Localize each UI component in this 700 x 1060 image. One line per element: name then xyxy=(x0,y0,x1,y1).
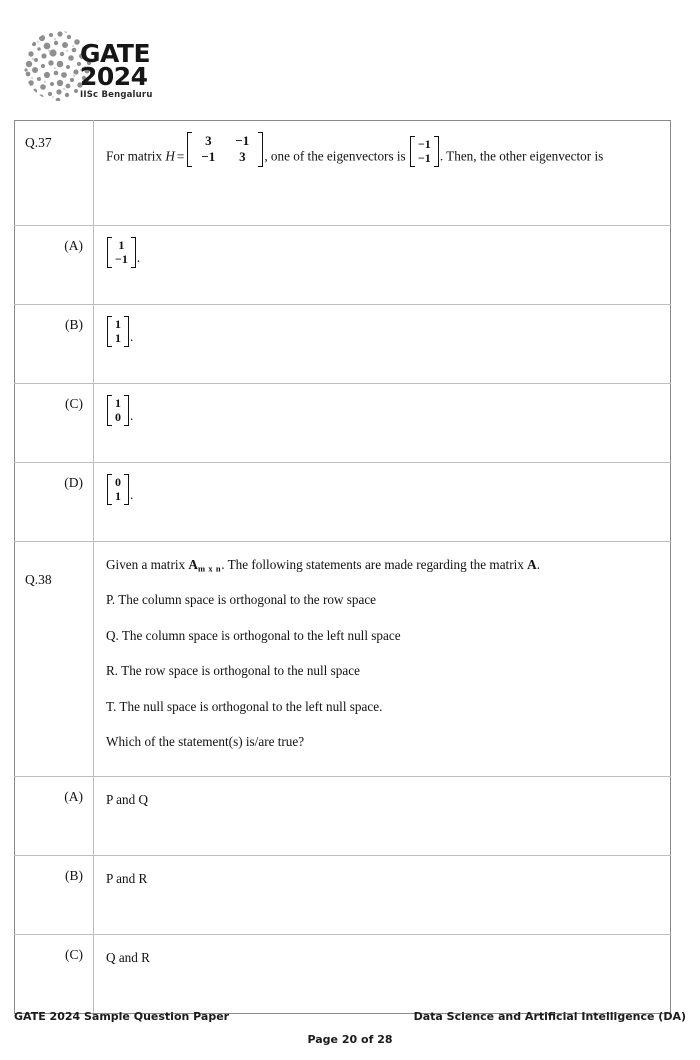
matrix-cell: 3 xyxy=(205,133,212,148)
vector-cell: −1 xyxy=(417,151,431,166)
vector-grid xyxy=(112,395,124,426)
option-body-cell-38-c[interactable] xyxy=(94,935,671,1014)
option-label-cell-37-a xyxy=(15,226,94,305)
option-row-38-c[interactable] xyxy=(15,935,671,1014)
option-label-37-b: (B) xyxy=(65,317,83,332)
statement-t: T. The null space is orthogonal to the left null space. xyxy=(106,698,383,714)
option-content-37-d xyxy=(94,463,670,517)
option-content-37-a xyxy=(94,226,670,280)
footer-paper-title: GATE 2024 Sample Question Paper xyxy=(14,1010,230,1023)
logo-subtitle: IISc Bengaluru xyxy=(80,90,153,100)
question-row-37 xyxy=(15,121,671,226)
logo-title-line1: GATE xyxy=(80,39,151,68)
option-body-cell-37-a[interactable] xyxy=(94,226,671,305)
matrix-cell: −1 xyxy=(235,133,250,148)
page-footer xyxy=(0,1010,700,1046)
statement-p: P. The column space is orthogonal to the row space xyxy=(106,592,377,608)
question-table xyxy=(14,120,671,1014)
question-number-37: Q.37 xyxy=(25,135,52,150)
bracket-right xyxy=(124,316,129,347)
option-row-37-a[interactable] xyxy=(15,226,671,305)
vector-cell: 0 xyxy=(115,410,121,425)
stem-suffix-37: . Then, the other eigenvector is xyxy=(439,148,604,164)
vector-cell: 1 xyxy=(115,331,121,346)
matrix-h-grid xyxy=(192,132,258,167)
option-text-38-a: P and Q xyxy=(106,792,149,807)
matrix-h xyxy=(187,132,263,167)
vector-cell: 1 xyxy=(115,489,121,504)
option-period-37-a: . xyxy=(136,249,141,265)
vector-cell: 1 xyxy=(118,238,125,252)
option-vector-37-d xyxy=(107,474,129,505)
vector-cell: 1 xyxy=(115,317,121,331)
footer-page-indicator xyxy=(0,1033,700,1046)
option-body-cell-37-d[interactable] xyxy=(94,463,671,542)
question-stem-37 xyxy=(94,121,670,179)
option-period-37-b: . xyxy=(130,328,134,344)
vector-cell: −1 xyxy=(115,252,128,267)
option-body-cell-37-c[interactable] xyxy=(94,384,671,463)
page-number: 20 xyxy=(341,1033,358,1046)
vector-grid xyxy=(112,474,124,505)
footer-subject: Data Science and Artificial Intelligence (DA) xyxy=(413,1010,686,1023)
question-number-38: Q.38 xyxy=(25,572,52,587)
option-label-cell-37-d xyxy=(15,463,94,542)
question-body-cell-37 xyxy=(94,121,671,226)
page-header xyxy=(0,0,700,112)
option-body-cell-38-b[interactable] xyxy=(94,856,671,935)
gate-logo xyxy=(22,20,202,112)
vector-cell: 0 xyxy=(115,475,121,489)
option-body-cell-38-a[interactable] xyxy=(94,777,671,856)
stem-prefix-37: For matrix xyxy=(106,148,163,164)
question-stem-38 xyxy=(94,542,670,765)
gate-logo-text xyxy=(80,39,200,100)
page-of-word: of xyxy=(361,1033,374,1046)
bracket-right xyxy=(124,395,129,426)
option-label-37-a: (A) xyxy=(64,238,83,253)
option-vector-37-a xyxy=(107,237,136,268)
stem-mid-37: , one of the eigenvectors is xyxy=(264,148,406,164)
page-total: 28 xyxy=(377,1033,393,1046)
statement-r: R. The row space is orthogonal to the null space xyxy=(106,663,360,679)
question-lead-38 xyxy=(106,553,660,577)
question-prompt-38: Which of the statement(s) is/are true? xyxy=(106,734,305,750)
bracket-right xyxy=(258,132,263,167)
option-row-37-d[interactable] xyxy=(15,463,671,542)
option-label-cell-38-a xyxy=(15,777,94,856)
question-row-38 xyxy=(15,542,671,777)
option-label-38-b: (B) xyxy=(65,868,83,883)
bracket-right xyxy=(124,474,129,505)
lead-matrix-a: A xyxy=(188,557,198,572)
option-label-38-c: (C) xyxy=(65,947,83,962)
option-label-cell-38-b xyxy=(15,856,94,935)
stem-variable-37: H xyxy=(165,148,175,164)
option-label-cell-37-b xyxy=(15,305,94,384)
option-row-37-c[interactable] xyxy=(15,384,671,463)
logo-title-line2: 2024 xyxy=(80,62,148,91)
question-number-cell-38 xyxy=(15,542,94,777)
lead-end-38: . xyxy=(536,557,540,572)
option-label-37-d: (D) xyxy=(64,475,83,490)
eigenvector-given xyxy=(410,136,439,167)
question-body-cell-38 xyxy=(94,542,671,777)
option-text-38-b: P and R xyxy=(106,871,148,886)
option-row-38-a[interactable] xyxy=(15,777,671,856)
option-label-37-c: (C) xyxy=(65,396,83,411)
page-word: Page xyxy=(307,1033,339,1046)
matrix-cell: −1 xyxy=(201,149,216,165)
vector-grid xyxy=(112,316,124,347)
option-body-cell-37-b[interactable] xyxy=(94,305,671,384)
option-content-37-b xyxy=(94,305,670,359)
option-row-38-b[interactable] xyxy=(15,856,671,935)
option-text-38-c: Q and R xyxy=(106,950,150,965)
option-vector-37-b xyxy=(107,316,129,347)
option-label-cell-37-c xyxy=(15,384,94,463)
lead-prefix-38: Given a matrix xyxy=(106,557,186,572)
lead-suffix-38: . The following statements are made regarding the matrix xyxy=(221,557,524,572)
question-number-cell-37 xyxy=(15,121,94,226)
option-period-37-c: . xyxy=(130,407,134,423)
statement-q: Q. The column space is orthogonal to the left null space xyxy=(106,627,401,643)
option-period-37-d: . xyxy=(130,486,134,502)
vector-cell: −1 xyxy=(417,136,431,151)
bracket-right xyxy=(131,237,136,268)
option-content-37-c xyxy=(94,384,670,438)
option-row-37-b[interactable] xyxy=(15,305,671,384)
matrix-cell: 3 xyxy=(239,149,246,165)
footer-top-row xyxy=(14,1010,686,1028)
lead-matrix-a2: A xyxy=(527,557,537,572)
bracket-right xyxy=(434,136,439,167)
vector-cell: 1 xyxy=(115,396,121,410)
eigenvector-grid xyxy=(415,136,434,167)
option-label-38-a: (A) xyxy=(64,789,83,804)
option-vector-37-c xyxy=(107,395,129,426)
lead-matrix-subscript: m x n xyxy=(197,563,222,574)
stem-equals-37: = xyxy=(176,148,185,164)
option-label-cell-38-c xyxy=(15,935,94,1014)
vector-grid xyxy=(112,237,131,268)
